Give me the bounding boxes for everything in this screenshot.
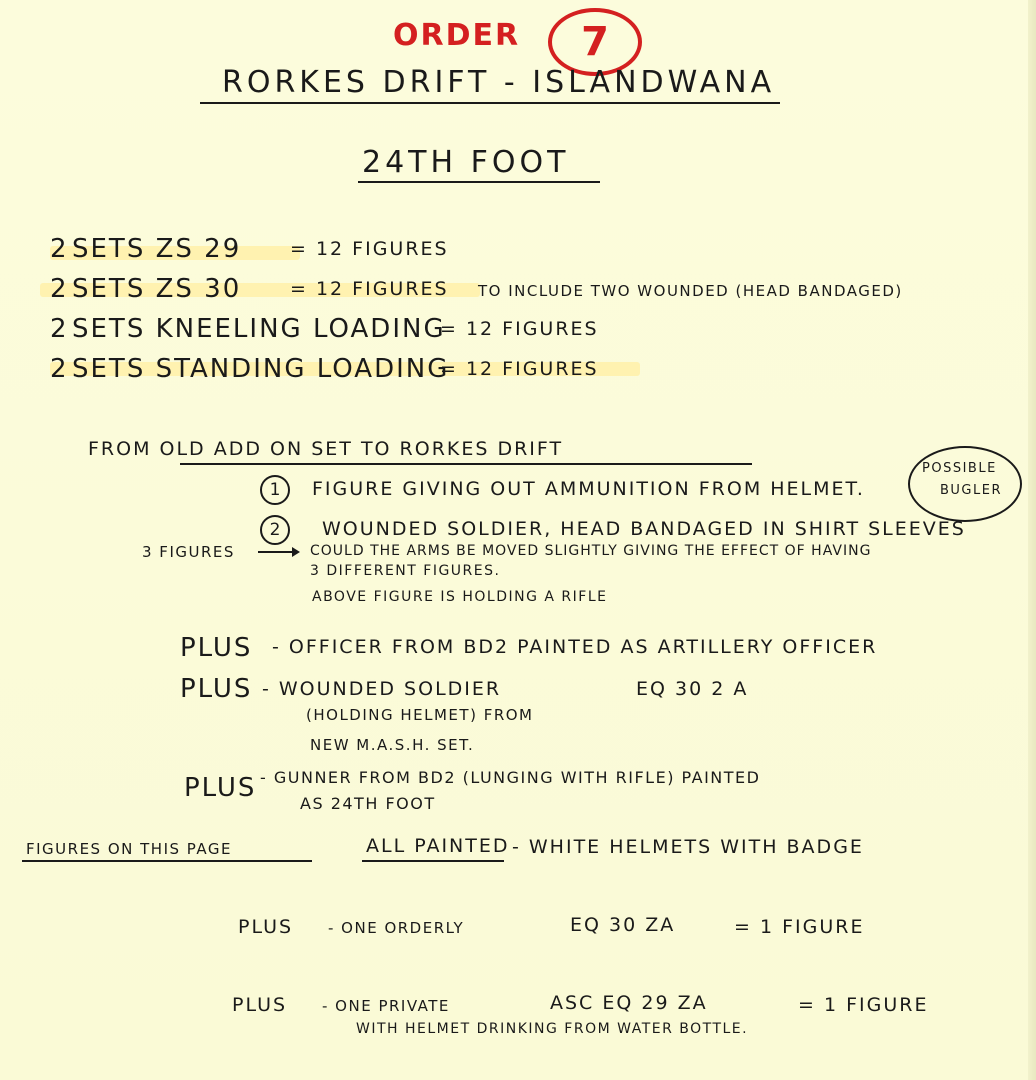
plus-text: - WOUNDED SOLDIER bbox=[262, 678, 502, 700]
old-set-item-2-line3: 3 DIFFERENT FIGURES. bbox=[310, 563, 501, 579]
set-count: = 12 FIGURES bbox=[290, 238, 449, 260]
extra-count: = 1 FIGURE bbox=[734, 916, 865, 938]
extra-label: PLUS bbox=[232, 994, 288, 1016]
plus-label: PLUS bbox=[184, 773, 257, 803]
order-label: ORDER bbox=[393, 18, 521, 53]
arrow-icon bbox=[258, 551, 298, 553]
old-set-item-2-line2: COULD THE ARMS BE MOVED SLIGHTLY GIVING THE EFFECT OF HAVING bbox=[310, 543, 872, 559]
plus-text: - OFFICER FROM BD2 PAINTED AS ARTILLERY OFFICER bbox=[272, 636, 878, 658]
painted-emphasis-underline bbox=[362, 860, 504, 862]
page-subtitle: 24TH FOOT bbox=[362, 145, 570, 180]
title-underline bbox=[200, 102, 780, 104]
plus-line2: AS 24TH FOOT bbox=[300, 794, 436, 813]
order-number: 7 bbox=[581, 19, 609, 65]
set-qty: 2 bbox=[50, 314, 69, 344]
painted-prefix-underline bbox=[22, 860, 312, 862]
side-note: 3 FIGURES bbox=[142, 543, 235, 561]
set-name: SETS KNEELING LOADING bbox=[72, 314, 446, 344]
old-set-item-2: WOUNDED SOLDIER, HEAD BANDAGED IN SHIRT SLEEVES bbox=[322, 518, 966, 540]
item-number-circle: 1 bbox=[260, 475, 290, 505]
set-qty: 2 bbox=[50, 274, 69, 304]
set-name: SETS ZS 30 bbox=[72, 274, 242, 304]
plus-line2: (HOLDING HELMET) FROM bbox=[306, 706, 534, 724]
paper-edge bbox=[1028, 0, 1036, 1080]
old-set-item-2-line4: ABOVE FIGURE IS HOLDING A RIFLE bbox=[312, 589, 608, 605]
old-set-item-1: FIGURE GIVING OUT AMMUNITION FROM HELMET. bbox=[312, 478, 865, 500]
plus-text: - GUNNER FROM BD2 (LUNGING WITH RIFLE) PAINTED bbox=[260, 768, 761, 787]
extra-text: - ONE ORDERLY bbox=[328, 919, 465, 937]
extra-text: - ONE PRIVATE bbox=[322, 997, 450, 1015]
plus-label: PLUS bbox=[180, 674, 253, 704]
painted-prefix: FIGURES ON THIS PAGE bbox=[26, 840, 232, 858]
set-count: = 12 FIGURES bbox=[440, 358, 599, 380]
extra-label: PLUS bbox=[238, 916, 294, 938]
old-set-heading: FROM OLD ADD ON SET TO RORKES DRIFT bbox=[88, 438, 564, 460]
set-name: SETS STANDING LOADING bbox=[72, 354, 450, 384]
old-set-underline bbox=[180, 463, 752, 465]
plus-line3: NEW M.A.S.H. SET. bbox=[310, 736, 475, 754]
extra-line2: WITH HELMET DRINKING FROM WATER BOTTLE. bbox=[356, 1021, 749, 1037]
painted-suffix: - WHITE HELMETS WITH BADGE bbox=[512, 836, 864, 858]
plus-code: EQ 30 2 A bbox=[636, 678, 749, 700]
set-name: SETS ZS 29 bbox=[72, 234, 242, 264]
set-note: TO INCLUDE TWO WOUNDED (HEAD BANDAGED) bbox=[478, 282, 903, 300]
bubble-text-line1: POSSIBLE bbox=[922, 461, 997, 476]
subtitle-underline bbox=[358, 181, 600, 183]
extra-code: ASC EQ 29 ZA bbox=[550, 992, 708, 1014]
plus-label: PLUS bbox=[180, 633, 253, 663]
painted-emphasis: ALL PAINTED bbox=[366, 835, 510, 857]
bubble-text-line2: BUGLER bbox=[940, 483, 1002, 498]
extra-count: = 1 FIGURE bbox=[798, 994, 929, 1016]
set-count: = 12 FIGURES bbox=[290, 278, 449, 300]
item-number-circle: 2 bbox=[260, 515, 290, 545]
page-title: RORKES DRIFT - ISLANDWANA bbox=[222, 65, 776, 100]
set-qty: 2 bbox=[50, 354, 69, 384]
set-qty: 2 bbox=[50, 234, 69, 264]
extra-code: EQ 30 ZA bbox=[570, 914, 676, 936]
set-count: = 12 FIGURES bbox=[440, 318, 599, 340]
